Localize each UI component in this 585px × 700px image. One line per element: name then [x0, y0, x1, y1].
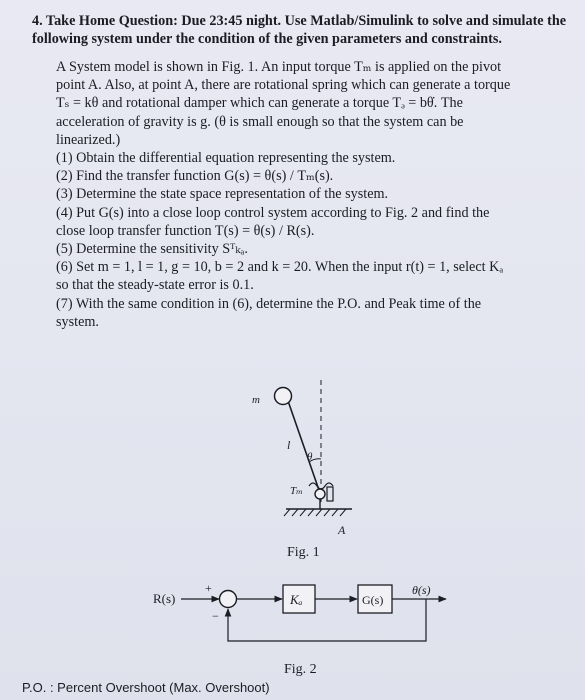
- item-7-line-2: system.: [56, 313, 99, 330]
- summing-junction: [220, 591, 237, 608]
- input-label: R(s): [153, 591, 176, 606]
- length-label: l: [287, 438, 291, 452]
- pendulum-rod: [287, 398, 320, 493]
- body-line-5: linearized.): [56, 131, 121, 148]
- item-7-line-1: (7) With the same condition in (6), determine the P.O. and Peak time of the: [56, 295, 482, 312]
- body-line-3: Tₛ = kθ and rotational damper which can generate a torque Tₔ = bθ̇. The: [56, 95, 463, 112]
- fig1-pendulum-diagram: [252, 380, 352, 560]
- fig1-caption: Fig. 1: [287, 545, 320, 560]
- heading-line-1: 4. Take Home Question: Due 23:45 night. Use Matlab/Simulink to solve and simulate the: [32, 13, 567, 29]
- gain-label: Kₐ: [290, 592, 303, 607]
- item-3: (3) Determine the state space representation of the system.: [56, 186, 389, 203]
- fig2-block-diagram: [153, 581, 446, 677]
- fig2-caption: Fig. 2: [284, 662, 317, 677]
- ground-hatching: [284, 509, 346, 516]
- torque-label: Tₘ: [290, 485, 303, 497]
- minus-sign: −: [212, 609, 219, 623]
- item-5: (5) Determine the sensitivity Sᵀₖₐ.: [56, 241, 248, 258]
- feedback-path: [228, 599, 426, 641]
- footnote: P.O. : Percent Overshoot (Max. Overshoot): [22, 680, 270, 695]
- plant-label: G(s): [362, 593, 384, 607]
- body-line-4: acceleration of gravity is g. (θ is small enough so that the system can be: [56, 113, 464, 130]
- item-4-line-1: (4) Put G(s) into a close loop control system according to Fig. 2 and find the: [56, 204, 490, 221]
- pivot-label: A: [338, 523, 346, 537]
- body-line-1: A System model is shown in Fig. 1. An input torque Tₘ is applied on the pivot: [56, 59, 502, 75]
- pivot-joint: [315, 489, 325, 499]
- item-6-line-2: so that the steady-state error is 0.1.: [56, 277, 254, 294]
- item-2: (2) Find the transfer function G(s) = θ(s) / Tₘ(s).: [56, 168, 334, 185]
- angle-label: θ: [307, 451, 313, 463]
- mass-label: m: [252, 394, 260, 406]
- item-4-line-2: close loop transfer function T(s) = θ(s) / R(s).: [56, 222, 315, 239]
- body-line-2: point A. Also, at point A, there are rotational spring which can generate a torque: [56, 77, 511, 94]
- item-6-line-1: (6) Set m = 1, l = 1, g = 10, b = 2 and k = 20. When the input r(t) = 1, select Kₐ: [56, 259, 504, 276]
- rotational-damper: [327, 487, 333, 501]
- output-label: θ(s): [412, 583, 431, 597]
- pendulum-mass: [275, 388, 292, 405]
- plus-sign: +: [205, 581, 212, 595]
- item-1: (1) Obtain the differential equation representing the system.: [56, 150, 396, 167]
- heading-line-2: following system under the condition of the given parameters and constraints.: [32, 31, 502, 47]
